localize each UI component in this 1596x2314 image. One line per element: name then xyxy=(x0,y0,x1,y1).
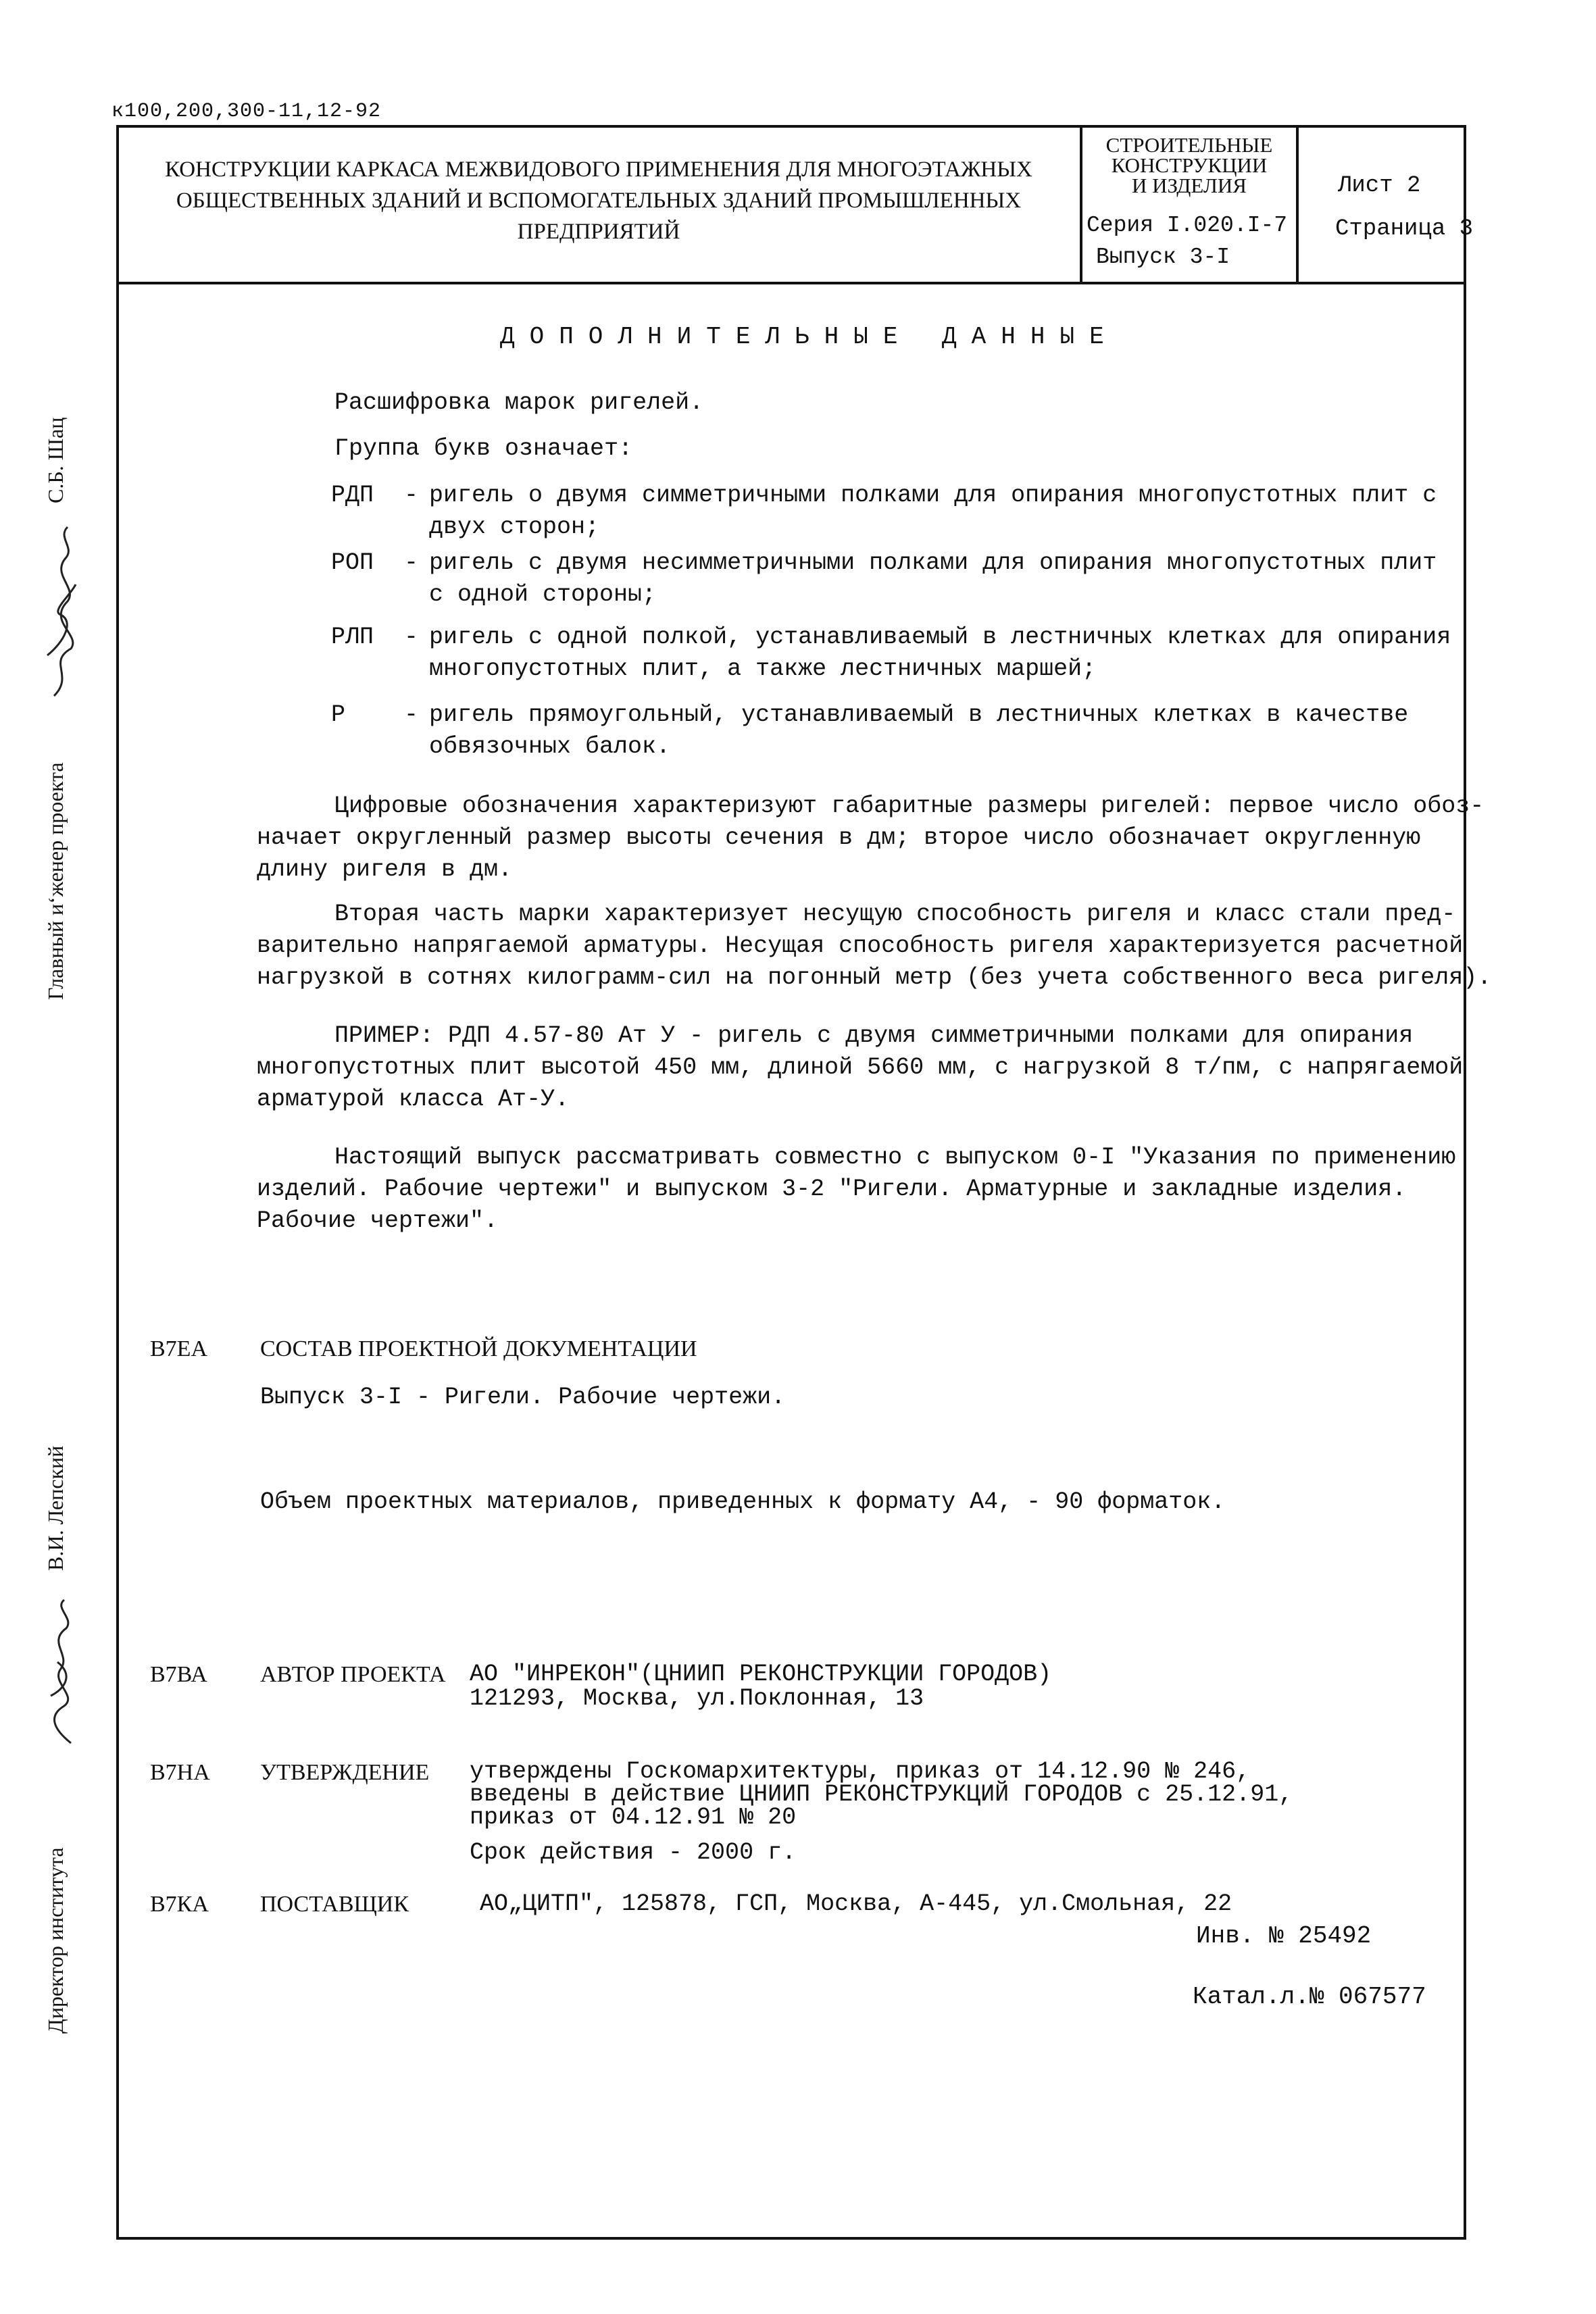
record-value xyxy=(470,1760,1293,1864)
definition-dash: - xyxy=(404,482,419,509)
definition-code: Р xyxy=(331,701,346,728)
record-code: В7КА xyxy=(150,1892,209,1917)
paragraph-line: Настоящий выпуск рассматривать совместно с выпуском 0-I "Указания по применению xyxy=(334,1144,1456,1171)
section-heading: ДОПОЛНИТЕЛЬНЫЕ ДАННЫЕ xyxy=(500,323,1119,351)
composition-volume: Объем проектных материалов, приведенных к формату А4, - 90 форматок. xyxy=(260,1488,1226,1515)
paragraph xyxy=(257,1020,1463,1115)
inventory-number xyxy=(1196,1922,1371,1950)
definition-code: РЛП xyxy=(331,624,374,651)
paragraph xyxy=(257,1142,1455,1237)
record-line: Срок действия - 2000 г. xyxy=(470,1839,797,1866)
page-label: Страница 3 xyxy=(1335,216,1474,242)
record-line: введены в действие ЦНИИП РЕКОНСТРУКЦИЙ ГОРОДОВ с 25.12.91, xyxy=(470,1781,1293,1808)
intro-line: Группа букв означает: xyxy=(334,435,633,462)
category-line: И ИЗДЕЛИЯ xyxy=(1132,174,1247,197)
record-value xyxy=(480,1892,1232,1916)
chief-engineer-role: Главный и‘женер проекта xyxy=(43,762,68,1000)
category-line: СТРОИТЕЛЬНЫЕ xyxy=(1105,133,1273,157)
paragraph-line: Цифровые обозначения характеризуют габаритные размеры ригелей: первое число обоз- xyxy=(334,793,1485,820)
definition-code: РДП xyxy=(331,482,374,509)
catalog-value: 067577 xyxy=(1339,1983,1426,2011)
record-label: УТВЕРЖДЕНИЕ xyxy=(260,1760,430,1785)
document-code: к100,200,300-11,12-92 xyxy=(111,100,382,123)
intro-line: Расшифровка марок ригелей. xyxy=(334,389,704,416)
title-line: ПРЕДПРИЯТИЙ xyxy=(517,220,680,244)
catalog-number xyxy=(1193,1983,1426,2011)
director-signature xyxy=(34,1594,88,1750)
issue-label: Выпуск 3-I xyxy=(1096,245,1230,270)
definition-code: РОП xyxy=(331,549,374,576)
definition-line: ригель прямоугольный, устанавливаемый в лестничных клетках в качестве xyxy=(429,701,1409,728)
definition-dash: - xyxy=(404,549,419,576)
record-label: АВТОР ПРОЕКТА xyxy=(260,1662,446,1687)
paragraph-line: варительно напрягаемой арматуры. Несущая способность ригеля характеризуется расчетной xyxy=(257,932,1464,959)
record-code: В7ВА xyxy=(150,1662,207,1687)
director-name: В.И. Лепский xyxy=(43,1445,68,1571)
paragraph-line: длину ригеля в дм. xyxy=(257,856,513,883)
composition-title: СОСТАВ ПРОЕКТНОЙ ДОКУМЕНТАЦИИ xyxy=(260,1336,697,1361)
paragraph-line: арматурой класса Ат-У. xyxy=(257,1086,570,1113)
record-value xyxy=(470,1662,1051,1711)
record-line: АО„ЦИТП", 125878, ГСП, Москва, А-445, ул.Смольная, 22 xyxy=(480,1890,1232,1917)
title-block-divider xyxy=(1080,125,1082,284)
paragraph xyxy=(257,790,1484,886)
definition-line: ригель с двумя несимметричными полками для опирания многопустотных плит xyxy=(429,549,1437,576)
definition-line: с одной стороны; xyxy=(429,581,657,608)
paragraph-line: ПРИМЕР: РДП 4.57-80 Ат У - ригель с двумя симметричными полками для опирания xyxy=(334,1022,1414,1049)
record-code: В7ЕА xyxy=(150,1336,207,1361)
definition-line: многопустотных плит, а также лестничных маршей; xyxy=(429,655,1097,682)
category-line: КОНСТРУКЦИИ xyxy=(1111,153,1268,177)
paragraph-line: Вторая часть марки характеризует несущую способность ригеля и класс стали пред- xyxy=(334,901,1456,928)
composition-issue: Выпуск 3-I - Ригели. Рабочие чертежи. xyxy=(260,1384,786,1411)
paragraph-line: Рабочие чертежи". xyxy=(257,1207,499,1234)
paragraph-line: начает округленный размер высоты сечения в дм; второе число обозначает округленную xyxy=(257,824,1421,851)
record-line: АО "ИНРЕКОН"(ЦНИИП РЕКОНСТРУКЦИИ ГОРОДОВ) xyxy=(470,1661,1052,1688)
paragraph-line: изделий. Рабочие чертежи" и выпуском 3-2 "Ригели. Арматурные и закладные изделия. xyxy=(257,1176,1407,1203)
record-line: утверждены Госкомархитектуры, приказ от 14.12.90 № 246, xyxy=(470,1758,1251,1785)
inventory-value: 25492 xyxy=(1298,1922,1372,1950)
chief-engineer-name: С.Б. Шац xyxy=(43,417,68,503)
record-code: В7НА xyxy=(150,1760,210,1785)
paragraph-line: многопустотных плит высотой 450 мм, длиной 5660 мм, с нагрузкой 8 т/пм, с напрягаемой xyxy=(257,1054,1464,1081)
paragraph-line: нагрузкой в сотнях килограмм-сил на погонный метр (без учета собственного веса ригеля). xyxy=(257,964,1492,991)
record-line: приказ от 04.12.91 № 20 xyxy=(470,1804,797,1831)
definition-line: ригель о двумя симметричными полками для опирания многопустотных плит с xyxy=(429,482,1437,509)
title-line: КОНСТРУКЦИИ КАРКАСА МЕЖВИДОВОГО ПРИМЕНЕНИЯ ДЛЯ МНОГОЭТАЖНЫХ xyxy=(165,157,1032,182)
title-line: ОБЩЕСТВЕННЫХ ЗДАНИЙ И ВСПОМОГАТЕЛЬНЫХ ЗДАНИЙ ПРОМЫШЛЕННЫХ xyxy=(176,188,1022,213)
definition-line: двух сторон; xyxy=(429,513,600,540)
sheet-label: Лист 2 xyxy=(1338,173,1421,199)
definition-dash: - xyxy=(404,701,419,728)
title-block-title xyxy=(119,154,1078,247)
definition-line: обвязочных балок. xyxy=(429,733,671,760)
series-label: Серия I.020.I-7 xyxy=(1087,213,1288,238)
definition-dash: - xyxy=(404,624,419,651)
catalog-label: Катал.л.№ xyxy=(1193,1983,1324,2011)
chief-engineer-signature xyxy=(34,520,88,703)
record-line: 121293, Москва, ул.Поклонная, 13 xyxy=(470,1685,924,1712)
record-label: ПОСТАВЩИК xyxy=(260,1892,409,1917)
title-block-divider xyxy=(1296,125,1299,284)
definition-line: ригель с одной полкой, устанавливаемый в лестничных клетках для опирания xyxy=(429,624,1451,651)
director-role: Директор института xyxy=(43,1847,68,2034)
title-block-category xyxy=(1084,135,1295,196)
paragraph xyxy=(257,899,1491,994)
inventory-label: Инв. № xyxy=(1196,1922,1284,1950)
